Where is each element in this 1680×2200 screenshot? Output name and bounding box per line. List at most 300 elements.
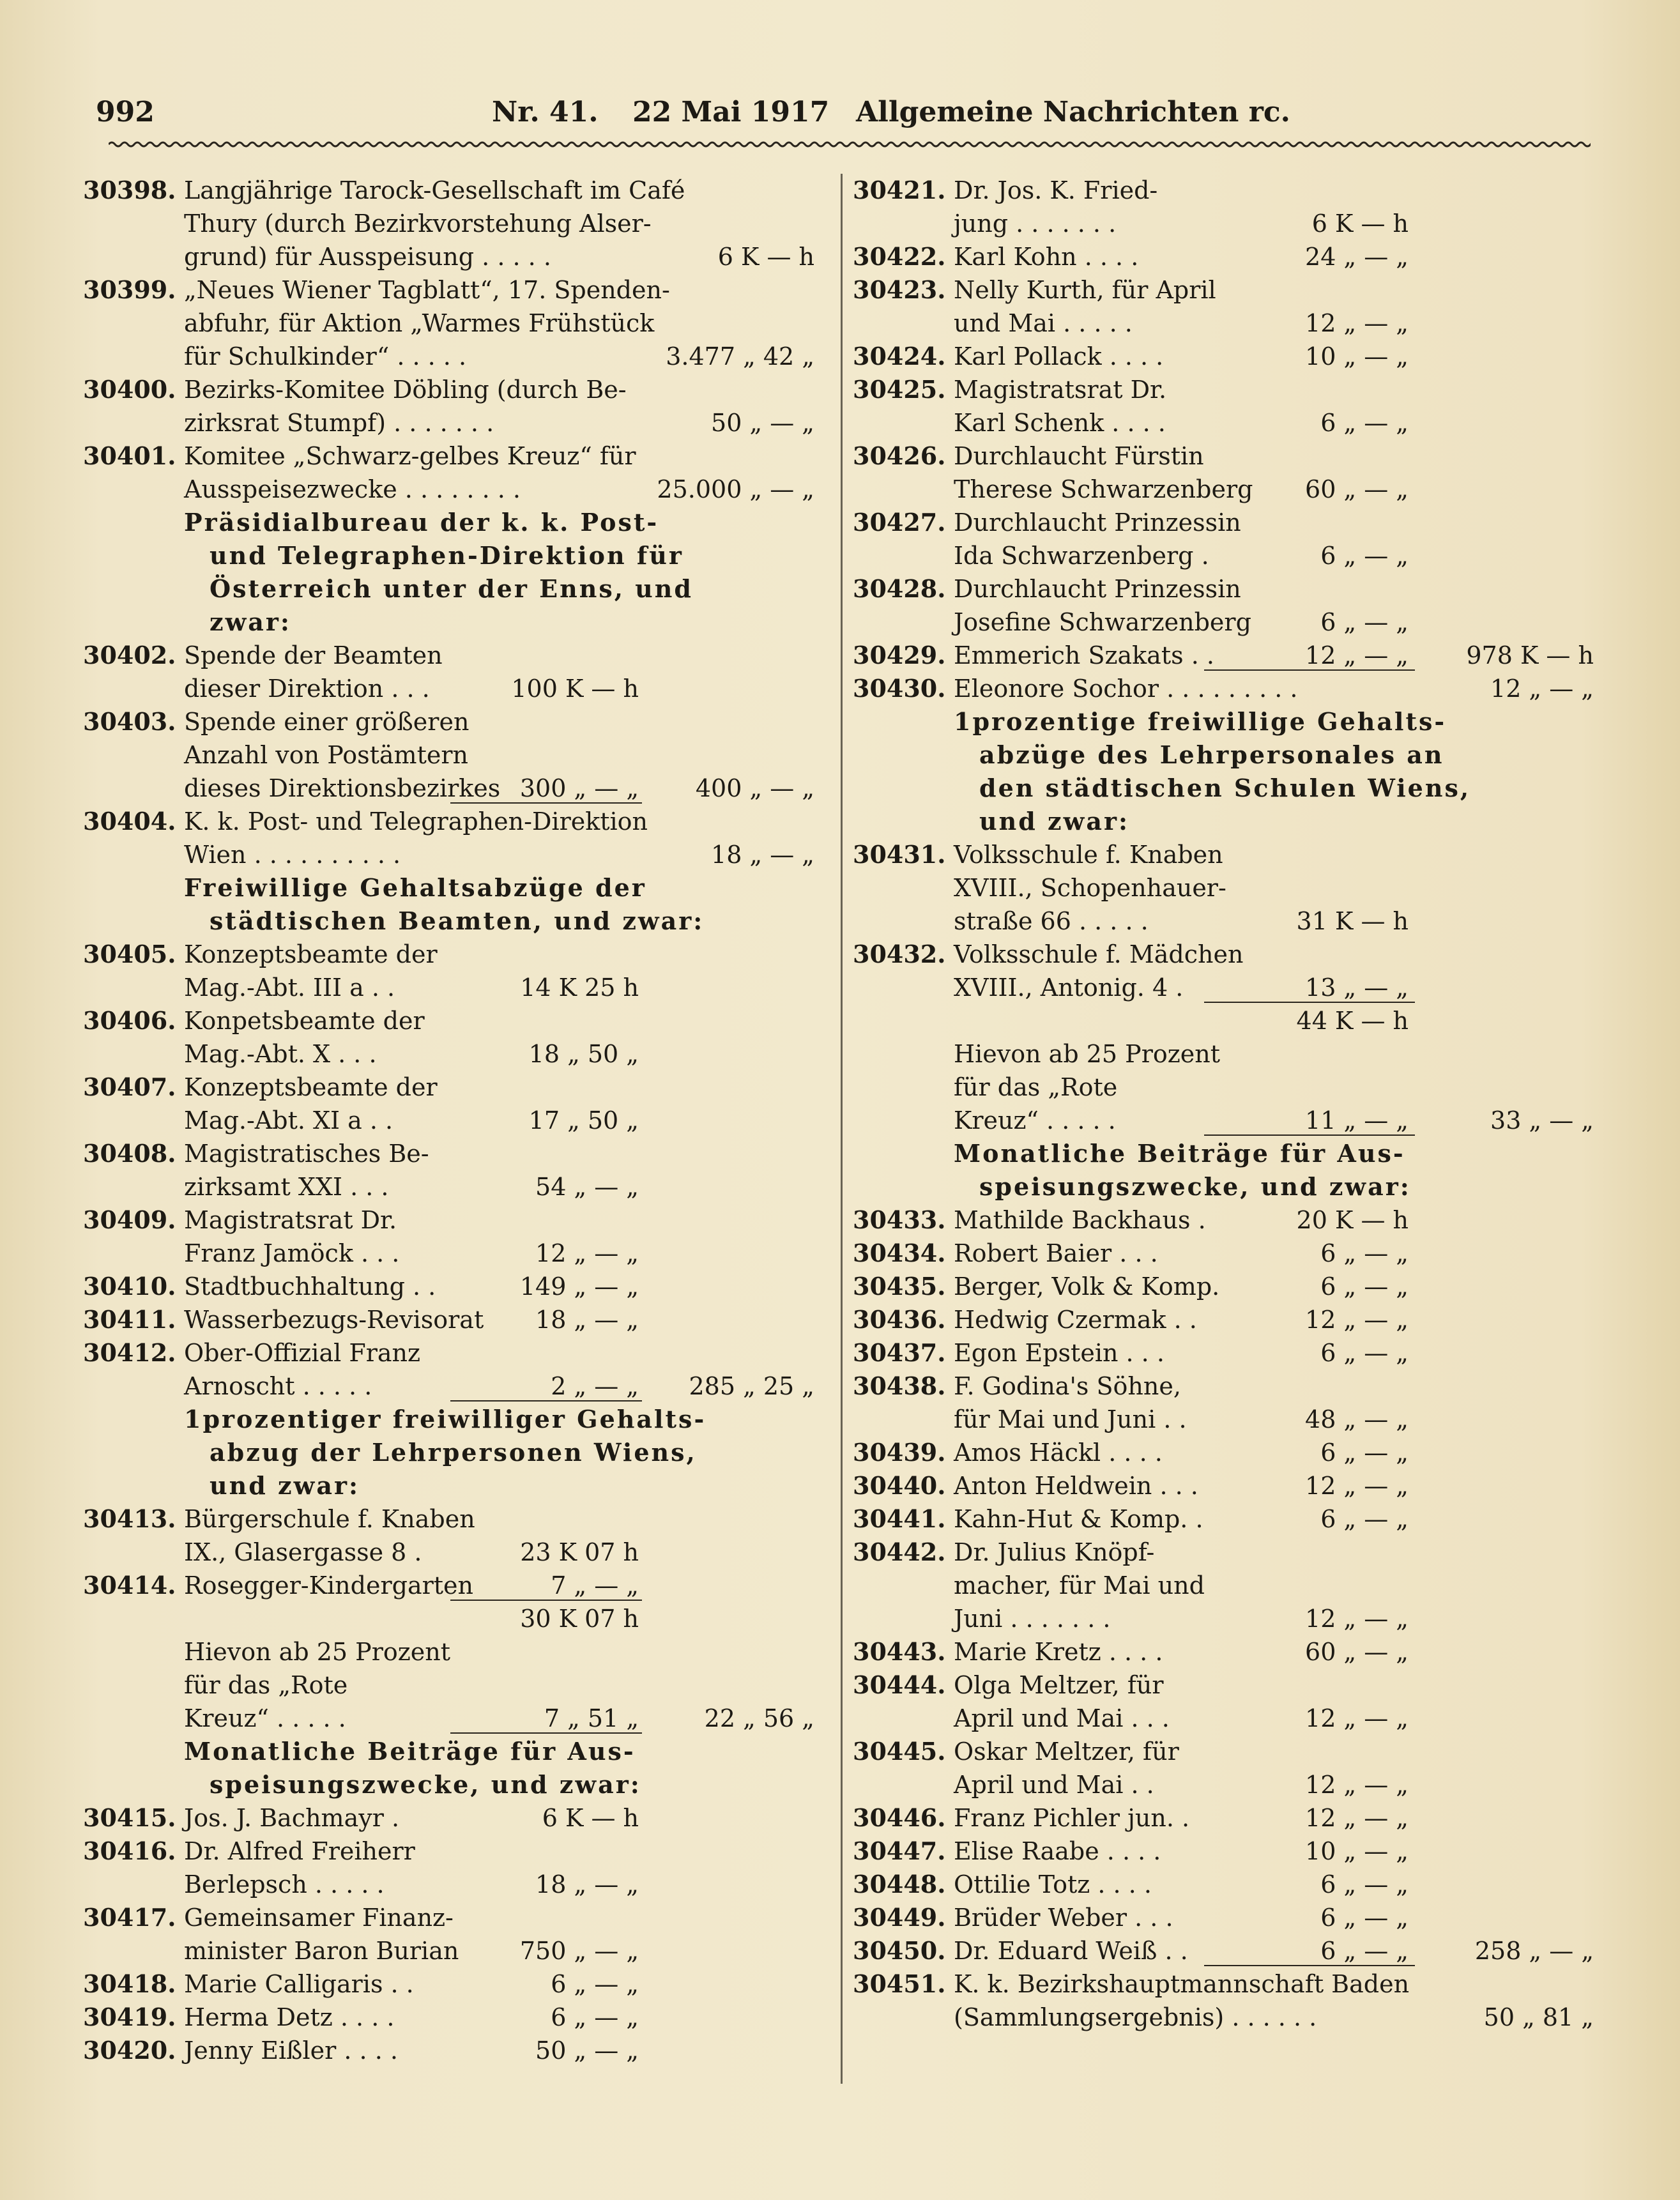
- entry-line: [853, 1502, 1607, 1536]
- entry-amount: 6 K — h: [542, 1804, 639, 1832]
- entry-line: [853, 1702, 1607, 1735]
- entry-amount: 6 K — h: [1311, 210, 1409, 238]
- entry-amount: 2 „ — „: [551, 1372, 639, 1400]
- entry-number: 30415.: [83, 1803, 176, 1832]
- section-heading: [853, 1137, 1607, 1203]
- entry-line: [83, 639, 824, 672]
- entry-amount: 50 „ — „: [535, 2036, 639, 2065]
- entry-text: Amos Häckl . . . .: [954, 1439, 1163, 1467]
- entry-text: Spende der Beamten: [184, 641, 443, 669]
- ledger-entry: [853, 1635, 1607, 1669]
- entry-line: [83, 971, 824, 1004]
- entry-line: [83, 738, 824, 772]
- entry-text: für Mai und Juni . .: [954, 1405, 1187, 1433]
- entry-text: Dr. Julius Knöpf-: [954, 1538, 1155, 1566]
- entry-line: [853, 473, 1607, 506]
- subtotal-amount: 30 K 07 h: [520, 1605, 639, 1633]
- entry-line: [83, 1635, 824, 1669]
- entry-text: „Neues Wiener Tagblatt“, 17. Spenden-: [184, 276, 670, 304]
- entry-line: [853, 1901, 1607, 1934]
- entry-line: [853, 1403, 1607, 1436]
- entry-line: [83, 1037, 824, 1071]
- entry-line: [83, 1536, 824, 1569]
- section-heading-line: Monatliche Beiträge für Aus-: [954, 1139, 1405, 1168]
- entry-number: 30411.: [83, 1305, 176, 1334]
- entry-number: 30434.: [853, 1239, 946, 1267]
- entry-line: [83, 1967, 824, 2001]
- entry-total-amount: 50 „ — „: [711, 409, 814, 437]
- entry-text: Ausspeisezwecke . . . . . . . .: [184, 475, 521, 503]
- entry-amount: 18 „ — „: [535, 1306, 639, 1334]
- entry-line: [853, 1436, 1607, 1469]
- entry-line: [853, 1602, 1607, 1635]
- entry-text: Oskar Meltzer, für: [954, 1738, 1179, 1766]
- ledger-entry: [83, 1967, 824, 2001]
- entry-line: [83, 1203, 824, 1237]
- ledger-entry: [83, 273, 824, 373]
- entry-text: XVIII., Schopenhauer-: [954, 874, 1226, 902]
- entry-number: 30427.: [853, 508, 946, 537]
- entry-text: Marie Kretz . . . .: [954, 1638, 1163, 1666]
- sum-rule: [1204, 1965, 1415, 1966]
- entry-number: 30400.: [83, 375, 176, 404]
- entry-text: Ottilie Totz . . . .: [954, 1870, 1152, 1898]
- entry-text: Arnoscht . . . . .: [184, 1372, 372, 1400]
- entry-line: [853, 506, 1607, 539]
- entry-number: 30413.: [83, 1504, 176, 1533]
- entry-line: [853, 373, 1607, 406]
- entry-number: 30408.: [83, 1139, 176, 1168]
- entry-number: 30448.: [853, 1870, 946, 1898]
- entry-amount: 6 „ — „: [1320, 1870, 1409, 1898]
- entry-amount: 6 „ — „: [551, 2003, 639, 2031]
- ledger-entry: [853, 639, 1607, 672]
- sum-rule: [1204, 1002, 1415, 1003]
- entry-amount: 54 „ — „: [535, 1173, 639, 1201]
- entry-line: [853, 672, 1607, 705]
- entry-line: [83, 1669, 824, 1702]
- entry-line: [853, 1336, 1607, 1370]
- entry-line: [83, 174, 824, 207]
- entry-text: Berger, Volk & Komp.: [954, 1272, 1220, 1301]
- entry-amount: 12 „ — „: [1305, 641, 1409, 669]
- section-heading-line: speisungszwecke, und zwar:: [979, 1172, 1411, 1201]
- ledger-entry: [853, 1536, 1607, 1635]
- entry-text: Hedwig Czermak . .: [954, 1306, 1197, 1334]
- entry-number: 30430.: [853, 674, 946, 703]
- entry-line: [83, 2001, 824, 2034]
- ledger-entry: [853, 938, 1607, 1004]
- entry-line: [853, 307, 1607, 340]
- entry-text: Robert Baier . . .: [954, 1239, 1158, 1267]
- entry-text: Volksschule f. Mädchen: [954, 940, 1244, 968]
- entry-line: [83, 2034, 824, 2067]
- ledger-entry: [83, 2034, 824, 2067]
- entry-text: Karl Pollack . . . .: [954, 342, 1164, 370]
- entry-line: [853, 1768, 1607, 1801]
- ledger-entry: [853, 1303, 1607, 1336]
- entry-text: Gemeinsamer Finanz-: [184, 1904, 454, 1932]
- entry-text: K. k. Post- und Telegraphen-Direktion: [184, 807, 648, 836]
- entry-amount: 14 K 25 h: [520, 974, 639, 1002]
- entry-amount: 6 „ — „: [1320, 1439, 1409, 1467]
- entry-text: Stadtbuchhaltung . .: [184, 1272, 436, 1301]
- entry-number: 30418.: [83, 1969, 176, 1998]
- ledger-entry: [853, 1868, 1607, 1901]
- entry-number: 30425.: [853, 375, 946, 404]
- ledger-entry: [853, 1901, 1607, 1934]
- entry-line: [853, 2001, 1607, 2034]
- entry-text: straße 66 . . . . .: [954, 907, 1149, 935]
- ledger-entry: [83, 1004, 824, 1071]
- ledger-entry: [853, 1037, 1607, 1137]
- entry-amount: 12 „ — „: [1305, 1306, 1409, 1334]
- ledger-entry: [853, 1801, 1607, 1835]
- entry-line: [853, 1569, 1607, 1602]
- entry-number: 30444.: [853, 1670, 946, 1699]
- entry-line: [83, 406, 824, 439]
- entry-text: (Sammlungsergebnis) . . . . . .: [954, 2003, 1317, 2031]
- section-heading-line: und zwar:: [210, 1471, 360, 1500]
- entry-line: [83, 1934, 824, 1967]
- entry-text: dieses Direktionsbezirkes: [184, 774, 501, 802]
- entry-text: Karl Kohn . . . .: [954, 243, 1139, 271]
- entry-line: [853, 1934, 1607, 1967]
- entry-amount: 6 „ — „: [551, 1970, 639, 1998]
- entry-text: IX., Glasergasse 8 .: [184, 1538, 422, 1566]
- entry-line: [853, 1868, 1607, 1901]
- section-heading: [853, 705, 1607, 838]
- entry-amount: 6 „ — „: [1320, 1904, 1409, 1932]
- ledger-entry: [853, 1735, 1607, 1801]
- entry-number: 30442.: [853, 1538, 946, 1566]
- entry-number: 30443.: [853, 1637, 946, 1666]
- entry-line: [853, 406, 1607, 439]
- ledger-entry: [853, 1669, 1607, 1735]
- entry-number: 30447.: [853, 1837, 946, 1865]
- entry-text: Komitee „Schwarz-gelbes Kreuz“ für: [184, 442, 636, 470]
- entry-text: Mag.-Abt. XI a . .: [184, 1106, 393, 1134]
- entry-line: [83, 273, 824, 307]
- entry-number: 30401.: [83, 441, 176, 470]
- ledger-entry: [853, 1237, 1607, 1270]
- entry-line: [83, 1303, 824, 1336]
- entry-line: [853, 1303, 1607, 1336]
- entry-amount: 6 „ — „: [1320, 1937, 1409, 1965]
- section-heading-line: Präsidialbureau der k. k. Post-: [184, 508, 659, 537]
- entry-amount: 6 „ — „: [1320, 1272, 1409, 1301]
- entry-text: Berlepsch . . . . .: [184, 1870, 385, 1898]
- entry-text: Mag.-Abt. III a . .: [184, 974, 395, 1002]
- entry-number: 30414.: [83, 1571, 176, 1600]
- entry-amount: 6 „ — „: [1320, 1239, 1409, 1267]
- entry-text: Mathilde Backhaus .: [954, 1206, 1206, 1234]
- entry-number: 30421.: [853, 176, 946, 204]
- entry-number: 30431.: [853, 840, 946, 869]
- entry-text: Eleonore Sochor . . . . . . . . .: [954, 675, 1298, 703]
- entry-text: Herma Detz . . . .: [184, 2003, 395, 2031]
- sum-rule: [450, 1600, 642, 1601]
- entry-amount: 149 „ — „: [519, 1272, 639, 1301]
- section-heading-line: abzug der Lehrpersonen Wiens,: [210, 1438, 697, 1467]
- entry-line: [853, 1071, 1607, 1104]
- entry-number: 30410.: [83, 1272, 176, 1301]
- section-heading: [83, 1403, 824, 1502]
- ledger-entry: [853, 672, 1607, 705]
- left-column: [83, 174, 824, 2067]
- entry-amount: 18 „ — „: [535, 1870, 639, 1898]
- entry-amount: 17 „ 50 „: [528, 1106, 639, 1134]
- ledger-entry: [853, 439, 1607, 506]
- entry-text: Thury (durch Bezirkvorstehung Alser-: [184, 210, 652, 238]
- entry-line: [853, 871, 1607, 905]
- entry-line: [83, 373, 824, 406]
- entry-text: Magistratsrat Dr.: [184, 1206, 397, 1234]
- entry-text: Konpetsbeamte der: [184, 1007, 425, 1035]
- ledger-entry: [853, 838, 1607, 938]
- entry-line: [83, 439, 824, 473]
- entry-amount: 12 „ — „: [1305, 1472, 1409, 1500]
- entry-text: Jenny Eißler . . . .: [184, 2036, 398, 2065]
- entry-text: Jos. J. Bachmayr .: [184, 1804, 400, 1832]
- section-heading-line: städtischen Beamten, und zwar:: [210, 906, 705, 935]
- entry-line: [853, 539, 1607, 572]
- section-heading-line: Freiwillige Gehaltsabzüge der: [184, 873, 646, 902]
- entry-number: 30432.: [853, 940, 946, 968]
- entry-line: [83, 1137, 824, 1170]
- entry-text: Dr. Eduard Weiß . .: [954, 1937, 1188, 1965]
- entry-text: Franz Jamöck . . .: [184, 1239, 400, 1267]
- section-heading-line: den städtischen Schulen Wiens,: [979, 774, 1471, 802]
- entry-text: abfuhr, für Aktion „Warmes Frühstück: [184, 309, 655, 337]
- entry-number: 30450.: [853, 1936, 946, 1965]
- entry-total-amount: 285 „ 25 „: [689, 1372, 814, 1400]
- entry-line: [853, 273, 1607, 307]
- entry-line: [853, 1536, 1607, 1569]
- entry-number: 30416.: [83, 1837, 176, 1865]
- entry-line: [83, 207, 824, 240]
- section-heading-line: abzüge des Lehrpersonales an: [979, 740, 1444, 769]
- entry-number: 30441.: [853, 1504, 946, 1533]
- subtotal-amount: 44 K — h: [1296, 1007, 1409, 1035]
- entry-number: 30428.: [853, 574, 946, 603]
- ledger-entry: [853, 1203, 1607, 1237]
- entry-text: Nelly Kurth, für April: [954, 276, 1216, 304]
- ledger-entry: [83, 639, 824, 705]
- entry-text: Langjährige Tarock-Gesellschaft im Café: [184, 176, 685, 204]
- entry-text: Dr. Jos. K. Fried-: [954, 176, 1158, 204]
- entry-amount: 60 „ — „: [1305, 475, 1409, 503]
- entry-number: 30405.: [83, 940, 176, 968]
- ledger-entry: [853, 340, 1607, 373]
- entry-line: [83, 1901, 824, 1934]
- entry-amount: 7 „ — „: [551, 1571, 639, 1600]
- ledger-entry: [853, 506, 1607, 572]
- entry-line: [853, 905, 1607, 938]
- entry-number: 30419.: [83, 2003, 176, 2031]
- ledger-entry: [83, 805, 824, 871]
- ledger-entry: [853, 1502, 1607, 1536]
- entry-text: macher, für Mai und: [954, 1571, 1205, 1600]
- entry-amount: 48 „ — „: [1305, 1405, 1409, 1433]
- entry-number: 30409.: [83, 1205, 176, 1234]
- entry-text: April und Mai . .: [954, 1771, 1154, 1799]
- ledger-entry: [83, 1203, 824, 1270]
- entry-number: 30446.: [853, 1803, 946, 1832]
- issue-number: Nr. 41.: [492, 96, 599, 128]
- entry-text: Volksschule f. Knaben: [954, 841, 1223, 869]
- entry-text: Bezirks-Komitee Döbling (durch Be-: [184, 376, 627, 404]
- entry-text: Anzahl von Postämtern: [184, 741, 468, 769]
- entry-amount: 12 „ — „: [1305, 1804, 1409, 1832]
- entry-line: [83, 1004, 824, 1037]
- entry-text: minister Baron Burian: [184, 1937, 459, 1965]
- entry-line: [853, 1801, 1607, 1835]
- ledger-entry: [83, 439, 824, 506]
- entry-line: [83, 340, 824, 373]
- ledger-entry: [83, 1270, 824, 1303]
- entry-text: Brüder Weber . . .: [954, 1904, 1173, 1932]
- ledger-entry: [853, 572, 1607, 639]
- entry-amount: 6 „ — „: [1320, 1505, 1409, 1533]
- entry-text: dieser Direktion . . .: [184, 675, 430, 703]
- entry-number: 30422.: [853, 242, 946, 271]
- entry-amount: 60 „ — „: [1305, 1638, 1409, 1666]
- section-heading-line: zwar:: [210, 607, 291, 636]
- entry-text: für das „Rote: [184, 1671, 348, 1699]
- entry-line: [853, 174, 1607, 207]
- entry-amount: 20 K — h: [1296, 1206, 1409, 1234]
- entry-line: [853, 938, 1607, 971]
- sum-rule: [450, 1400, 642, 1402]
- entry-number: 30436.: [853, 1305, 946, 1334]
- entry-number: 30435.: [853, 1272, 946, 1301]
- section-heading-line: 1prozentige freiwillige Gehalts-: [954, 707, 1447, 736]
- entry-total-amount: 258 „ — „: [1474, 1937, 1594, 1965]
- right-column: [853, 174, 1607, 2034]
- entry-amount: 12 „ — „: [1305, 1771, 1409, 1799]
- entry-line: [83, 240, 824, 273]
- entry-number: 30445.: [853, 1737, 946, 1766]
- entry-text: zirksamt XXI . . .: [184, 1173, 389, 1201]
- entry-number: 30398.: [83, 176, 176, 204]
- entry-text: Durchlaucht Prinzessin: [954, 575, 1241, 603]
- entry-number: 30449.: [853, 1903, 946, 1932]
- sum-rule: [1204, 1134, 1415, 1136]
- entry-text: Mag.-Abt. X . . .: [184, 1040, 377, 1068]
- entry-number: 30439.: [853, 1438, 946, 1467]
- entry-total-amount: 25.000 „ — „: [657, 475, 814, 503]
- entry-line: [83, 307, 824, 340]
- ledger-entry: [83, 1569, 824, 1602]
- entry-amount: 31 K — h: [1296, 907, 1409, 935]
- section-title: Allgemeine Nachrichten rc.: [856, 96, 1291, 128]
- entry-text: Magistratsrat Dr.: [954, 376, 1167, 404]
- issue-date: 22 Mai 1917: [632, 96, 830, 128]
- entry-line: [83, 1104, 824, 1137]
- ledger-entry: [83, 1137, 824, 1203]
- entry-amount: 10 „ — „: [1305, 342, 1409, 370]
- sum-rule: [450, 802, 642, 804]
- entry-text: Emmerich Szakats . .: [954, 641, 1214, 669]
- entry-line: [853, 439, 1607, 473]
- entry-text: Ober-Offizial Franz: [184, 1339, 421, 1367]
- entry-line: [853, 1635, 1607, 1669]
- entry-number: 30407.: [83, 1073, 176, 1101]
- section-heading-line: und zwar:: [979, 807, 1130, 836]
- ledger-entry: [853, 1270, 1607, 1303]
- entry-amount: 7 „ 51 „: [544, 1704, 639, 1732]
- entry-text: Rosegger-Kindergarten: [184, 1571, 473, 1600]
- entry-line: [853, 340, 1607, 373]
- entry-line: [83, 772, 824, 805]
- sum-rule: [450, 1732, 642, 1734]
- entry-text: Anton Heldwein . . .: [954, 1472, 1198, 1500]
- page-number: 992: [96, 96, 155, 128]
- ledger-entry: [853, 1835, 1607, 1868]
- ledger-entry: [853, 174, 1607, 240]
- entry-amount: 12 „ — „: [1305, 1605, 1409, 1633]
- entry-number: 30412.: [83, 1338, 176, 1367]
- ledger-entry: [853, 1967, 1607, 2034]
- entry-amount: 18 „ 50 „: [528, 1040, 639, 1068]
- section-heading-line: Monatliche Beiträge für Aus-: [184, 1737, 636, 1766]
- section-heading: [83, 871, 824, 938]
- entry-amount: 12 „ — „: [1305, 309, 1409, 337]
- entry-number: 30429.: [853, 641, 946, 669]
- entry-text: Franz Pichler jun. .: [954, 1804, 1190, 1832]
- entry-line: [83, 1071, 824, 1104]
- entry-text: Kreuz“ . . . . .: [184, 1704, 346, 1732]
- ledger-entry: [83, 174, 824, 273]
- ledger-entry: [83, 2001, 824, 2034]
- entry-text: Hievon ab 25 Prozent: [184, 1638, 451, 1666]
- entry-text: Ida Schwarzenberg .: [954, 542, 1209, 570]
- entry-line: [83, 1237, 824, 1270]
- entry-text: F. Godina's Söhne,: [954, 1372, 1181, 1400]
- entry-line: [853, 1370, 1607, 1403]
- entry-text: K. k. Bezirkshauptmannschaft Baden: [954, 1970, 1410, 1998]
- ledger-entry: [83, 1835, 824, 1901]
- entry-text: Karl Schenk . . . .: [954, 409, 1166, 437]
- entry-text: April und Mai . . .: [954, 1704, 1170, 1732]
- subtotal-row: [853, 1004, 1607, 1037]
- entry-line: [83, 1502, 824, 1536]
- column-divider: [841, 174, 843, 2084]
- entry-amount: 6 „ — „: [1320, 1339, 1409, 1367]
- entry-total-amount: 3.477 „ 42 „: [666, 342, 814, 370]
- entry-text: XVIII., Antonig. 4 .: [954, 974, 1184, 1002]
- entry-amount: 750 „ — „: [519, 1937, 639, 1965]
- entry-line: [83, 1170, 824, 1203]
- entry-line: [853, 838, 1607, 871]
- entry-text: Magistratisches Be-: [184, 1140, 429, 1168]
- entry-text: Marie Calligaris . .: [184, 1970, 414, 1998]
- entry-amount: 6 „ — „: [1320, 608, 1409, 636]
- entry-number: 30403.: [83, 707, 176, 736]
- entry-text: Olga Meltzer, für: [954, 1671, 1164, 1699]
- entry-amount: 10 „ — „: [1305, 1837, 1409, 1865]
- header-wavy-rule: [109, 139, 1591, 149]
- entry-line: [853, 1967, 1607, 2001]
- entry-number: 30420.: [83, 2036, 176, 2065]
- entry-line: [853, 240, 1607, 273]
- entry-line: [853, 1669, 1607, 1702]
- entry-number: 30438.: [853, 1371, 946, 1400]
- entry-text: für das „Rote: [954, 1073, 1118, 1101]
- entry-line: [83, 938, 824, 971]
- entry-line: [853, 207, 1607, 240]
